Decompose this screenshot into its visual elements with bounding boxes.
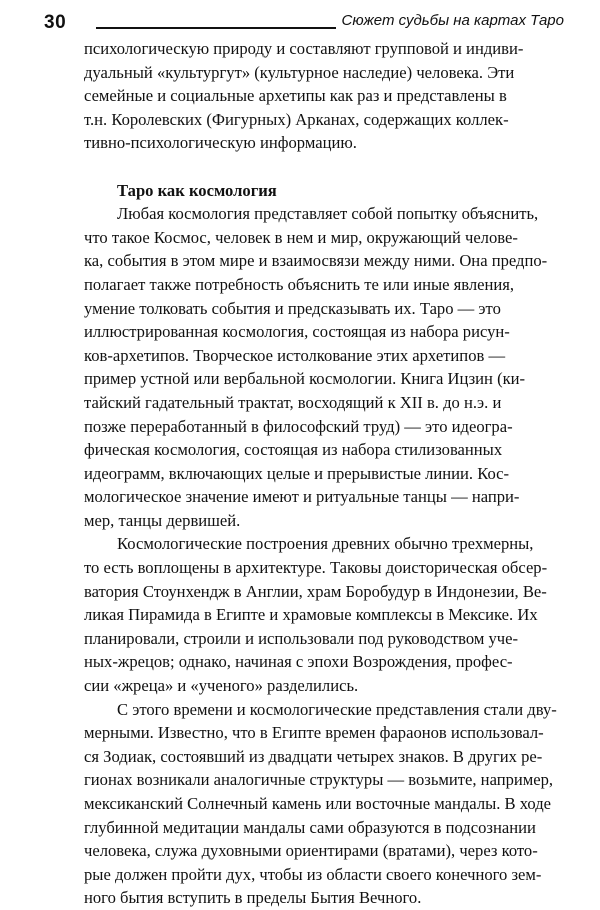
text-line: позже переработанный в философский труд) — это идеогра- <box>84 416 513 436</box>
header-rule <box>96 27 336 29</box>
section-heading: Таро как космология <box>117 180 277 200</box>
text-line: глубинной медитации мандалы сами образуются в подсознании <box>84 817 536 837</box>
page-number: 30 <box>44 12 67 33</box>
text-line: пример устной или вербальной космологии. Книга Ицзин (ки- <box>84 369 526 389</box>
text-line: полагает также потребность объяснить те или иные явления, <box>84 274 515 294</box>
text-line: мерными. Известно, что в Египте времен фараонов использовал- <box>84 723 544 743</box>
text-line: мер, танцы дервишей. <box>84 510 241 530</box>
text-line: ных-жрецов; однако, начиная с эпохи Возрождения, профес- <box>84 652 513 672</box>
text-line: идеограмм, включающих целые и прерывистые линии. Кос- <box>84 463 510 483</box>
text-line: Любая космология представляет собой попытку объяснить, <box>117 204 539 224</box>
text-line: иллюстрированная космология, состоящая из набора рисун- <box>84 322 510 342</box>
text-line: человека, служа духовными ориентирами (вратами), через кото- <box>84 841 538 861</box>
text-line: рые должен пройти дух, чтобы из области своего конечного зем- <box>84 864 542 884</box>
text-line: тивно-психологическую информацию. <box>84 133 357 153</box>
text-line: дуальный «культургут» (культурное наследие) человека. Эти <box>84 62 515 82</box>
intro-paragraph <box>84 37 564 155</box>
paragraph-2 <box>84 532 564 697</box>
text-line: мологическое значение имеют и ритуальные танцы — напри- <box>84 487 520 507</box>
text-line: ликая Пирамида в Египте и храмовые комплексы в Мексике. Их <box>84 605 538 625</box>
text-line: семейные и социальные архетипы как раз и представлены в <box>84 86 507 106</box>
text-line: тайский гадательный трактат, восходящий к XII в. до н.э. и <box>84 392 502 412</box>
text-line: фическая космология, состоящая из набора стилизованных <box>84 440 503 460</box>
text-line: что такое Космос, человек в нем и мир, окружающий челове- <box>84 227 518 247</box>
text-line: ков-архетипов. Творческое истолкование этих архетипов — <box>84 345 506 365</box>
text-line: планировали, строили и использовали под руководством уче- <box>84 628 519 648</box>
paragraph-3 <box>84 698 564 910</box>
text-line: ного бытия вступить в пределы Бытия Вечного. <box>84 888 422 908</box>
running-title: Сюжет судьбы на картах Таро <box>341 12 564 29</box>
text-line: ся Зодиак, состоявший из двадцати четырех знаков. В других ре- <box>84 746 543 766</box>
page-header <box>44 8 564 36</box>
paragraph-1 <box>84 202 564 532</box>
text-line: умение толковать события и предсказывать их. Таро — это <box>84 298 501 318</box>
text-line: ка, события в этом мире и взаимосвязи между ними. Она предпо- <box>84 251 548 271</box>
text-line: сии «жреца» и «ученого» разделились. <box>84 676 359 696</box>
text-line: мексиканский Солнечный камень или восточные мандалы. В ходе <box>84 794 552 813</box>
text-line: то есть воплощены в архитектуре. Таковы доисторическая обсер- <box>84 558 548 578</box>
text-line: психологическую природу и составляют групповой и индиви- <box>84 39 524 58</box>
body-text <box>84 37 564 910</box>
text-line: т.н. Королевских (Фигурных) Арканах, содержащих коллек- <box>84 109 509 129</box>
text-line: Космологические построения древних обычно трехмерны, <box>117 534 534 554</box>
text-line: С этого времени и космологические представления стали дву- <box>117 699 557 719</box>
text-line: гионах возникали аналогичные структуры — возьмите, например, <box>84 770 554 790</box>
text-line: ватория Стоунхендж в Англии, храм Боробудур в Индонезии, Ве- <box>84 581 547 601</box>
